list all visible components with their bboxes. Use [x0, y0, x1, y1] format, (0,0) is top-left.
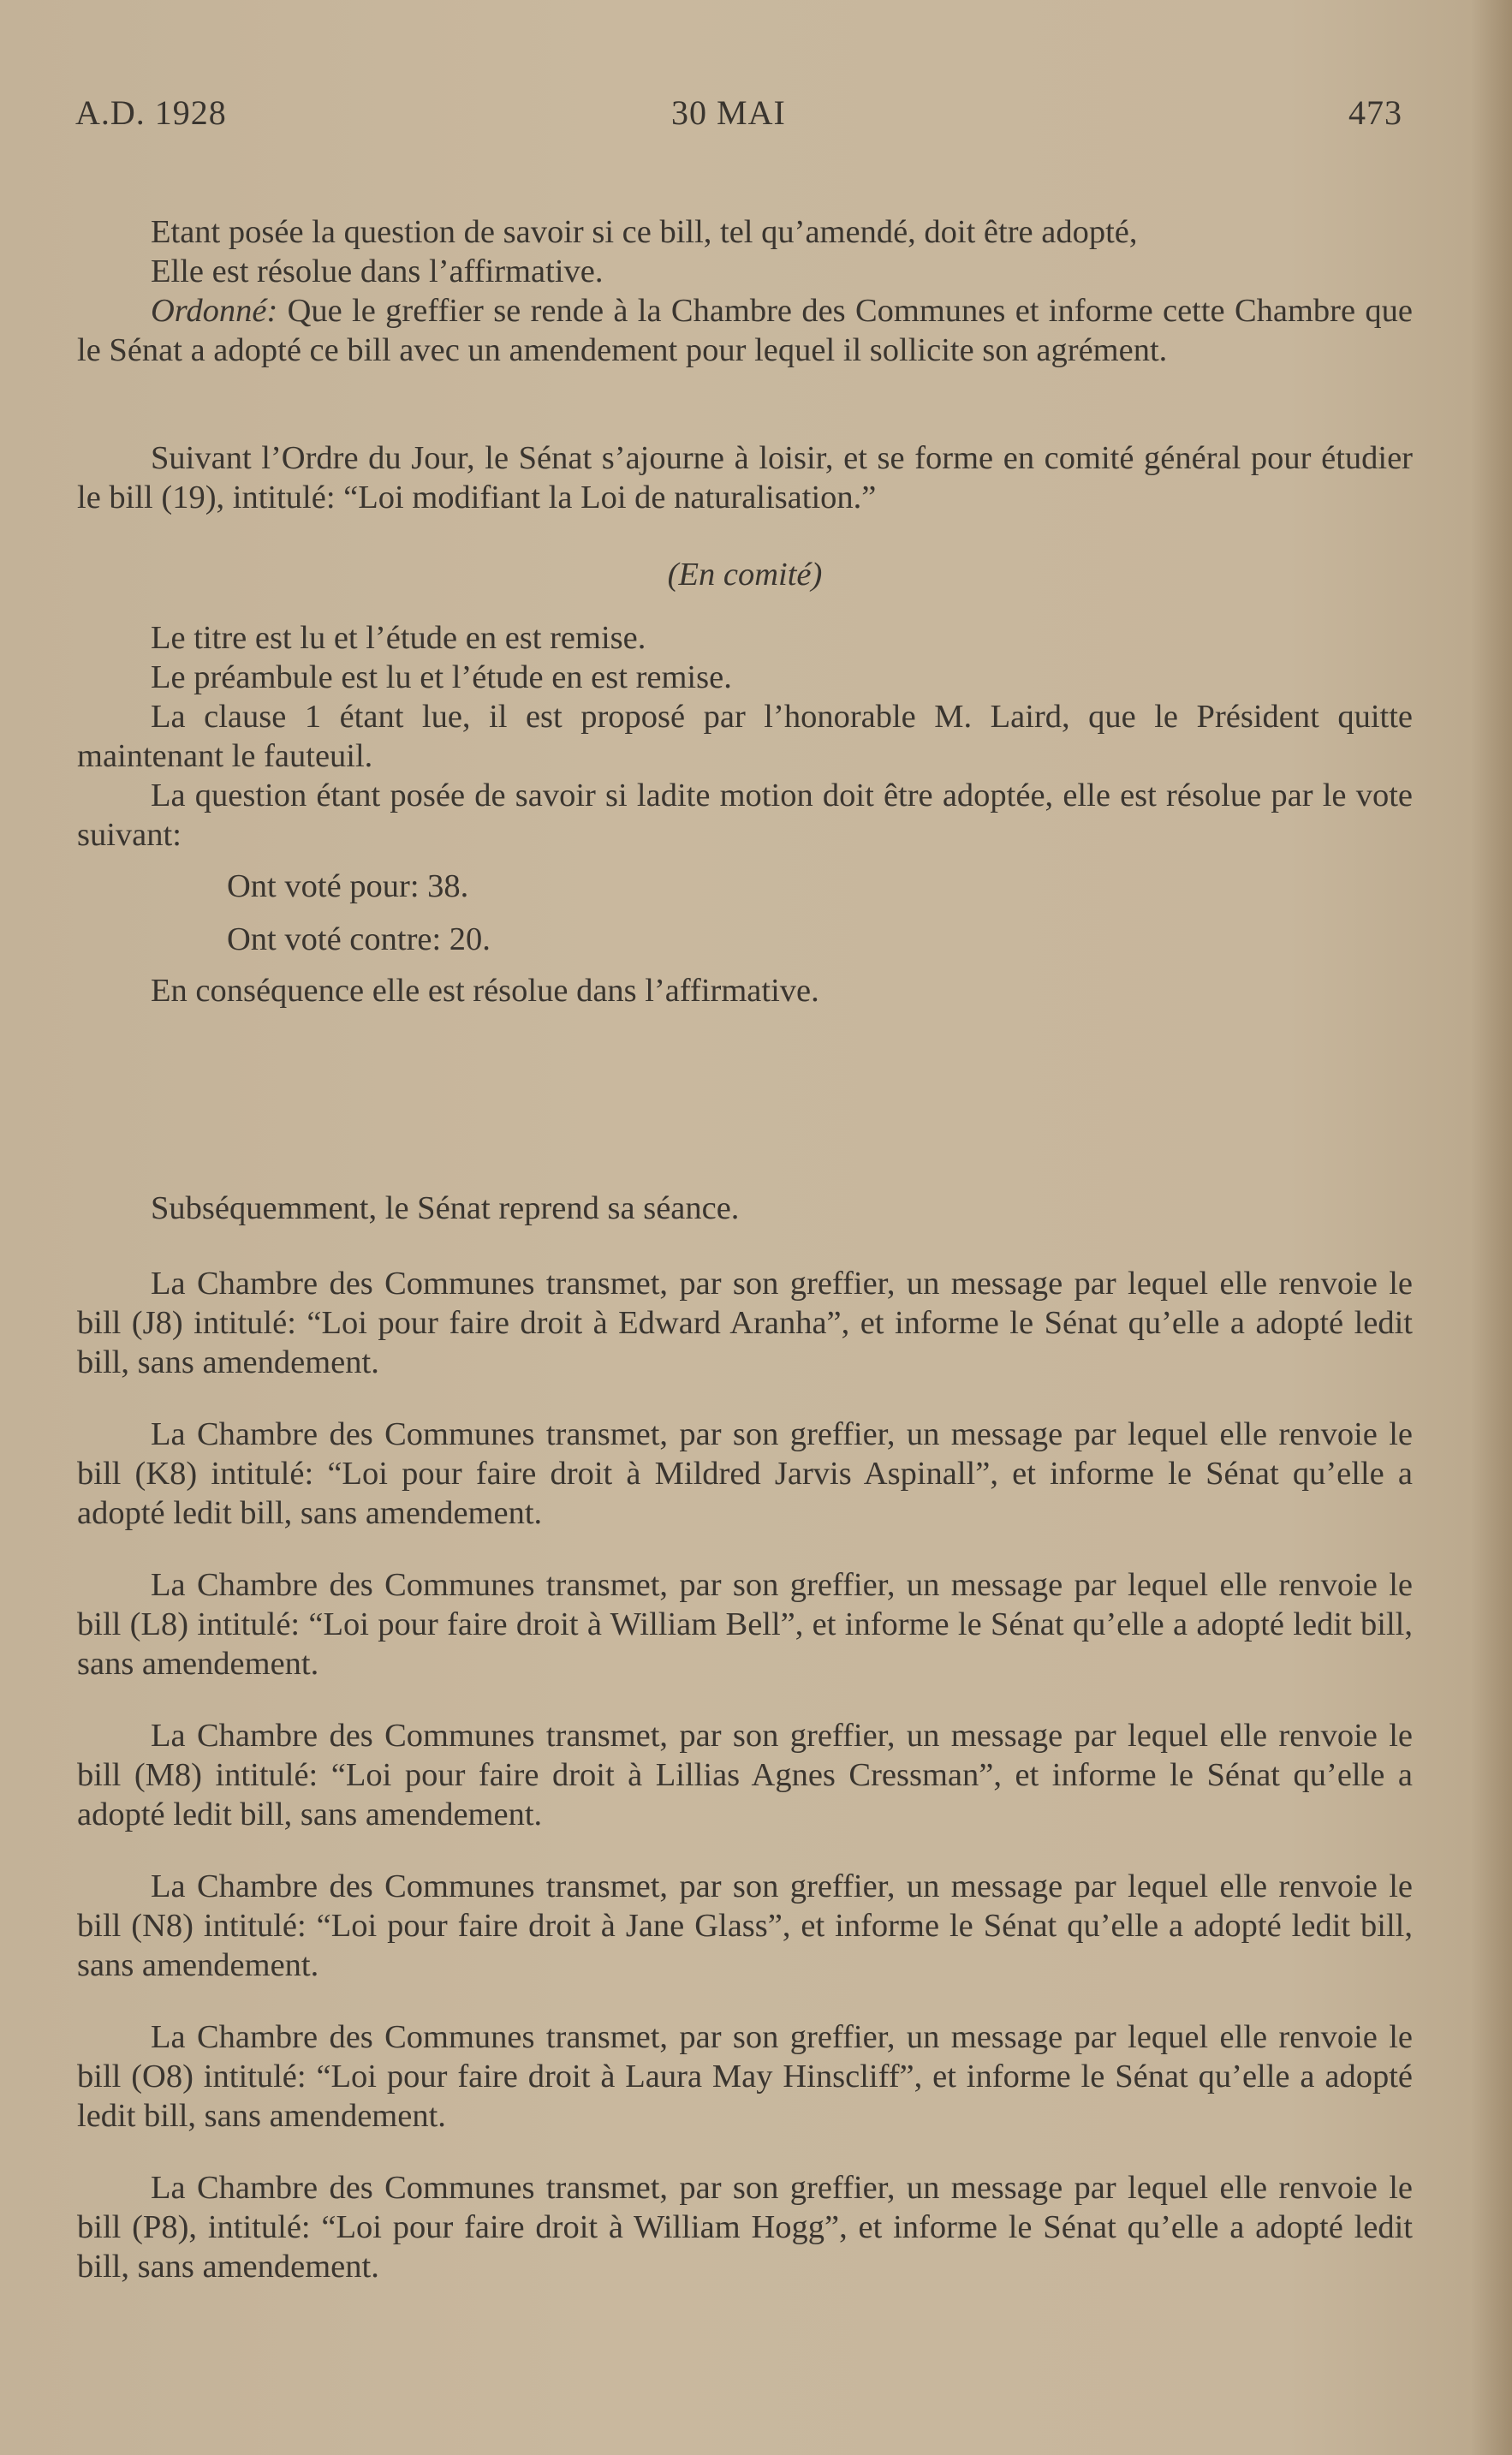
paragraph-resume-sitting: Subséquemment, le Sénat reprend sa séance. — [151, 1190, 740, 1226]
paragraph-resolved: Elle est résolue dans l’affirmative. — [151, 253, 604, 289]
message-bill-n8: La Chambre des Communes transmet, par son greffier, un message par lequel elle renvoie le bill (N8) intitulé: “Loi pour faire droit à Jane Glass”, et informe le Sénat qu’elle a adopté ledit bill, sans amendement. — [77, 1868, 1413, 1983]
header-year: A.D. 1928 — [75, 93, 227, 132]
message-bill-m8: La Chambre des Communes transmet, par son greffier, un message par lequel elle renvoie le bill (M8) intitulé: “Loi pour faire droit à Lillias Agnes Cressman”, et informe le Sénat qu’elle a adopté ledit bill, sans amendement. — [77, 1718, 1413, 1832]
header-date: 30 MAI — [671, 93, 786, 132]
paragraph-title: Le titre est lu et l’étude en est remise. — [151, 620, 646, 656]
message-bill-o8: La Chambre des Communes transmet, par son greffier, un message par lequel elle renvoie le bill (O8) intitulé: “Loi pour faire droit à Laura May Hinscliff”, et informe le Sénat qu’elle a adopté ledit bill, sans amendement. — [77, 2019, 1413, 2134]
ordered-text: Que le greffier se rende à la Chambre des Communes et informe cette Chambre que le Sénat a adopté ce bill avec un amendement pour lequel il sollicite son agrément. — [77, 293, 1413, 368]
page-number: 473 — [1348, 93, 1402, 132]
paragraph-order-of-day: Suivant l’Ordre du Jour, le Sénat s’ajourne à loisir, et se forme en comité général pour étudier le bill (19), intitulé: “Loi modifiant la Loi de naturalisation.” — [77, 440, 1413, 515]
page-edge-shadow — [1471, 0, 1512, 2455]
paragraph-clause-one: La clause 1 étant lue, il est proposé par l’honorable M. Laird, que le Président quitte maintenant le fauteuil. — [77, 699, 1413, 774]
vote-against: Ont voté contre: 20. — [227, 921, 491, 957]
paragraph-consequence: En conséquence elle est résolue dans l’affirmative. — [151, 973, 819, 1009]
paragraph-preamble: Le préambule est lu et l’étude en est remise. — [151, 659, 732, 695]
paragraph-ordered — [77, 291, 1413, 370]
paragraph-motion-vote: La question étant posée de savoir si ladite motion doit être adoptée, elle est résolue par le vote suivant: — [77, 778, 1413, 853]
message-bill-j8: La Chambre des Communes transmet, par son greffier, un message par lequel elle renvoie le bill (J8) intitulé: “Loi pour faire droit à Edward Aranha”, et informe le Sénat qu’elle a adopté ledit bill, sans amendement. — [77, 1266, 1413, 1380]
message-bill-p8: La Chambre des Communes transmet, par son greffier, un message par lequel elle renvoie le bill (P8), intitulé: “Loi pour faire droit à William Hogg”, et informe le Sénat qu’elle a adopté ledit bill, sans amendement. — [77, 2170, 1413, 2285]
ordered-label: Ordonné: — [151, 293, 278, 329]
page-header — [75, 92, 1402, 144]
message-bill-l8: La Chambre des Communes transmet, par son greffier, un message par lequel elle renvoie le bill (L8) intitulé: “Loi pour faire droit à William Bell”, et informe le Sénat qu’elle a adopté ledit bill, sans amendement. — [77, 1567, 1413, 1682]
message-bill-k8: La Chambre des Communes transmet, par son greffier, un message par lequel elle renvoie le bill (K8) intitulé: “Loi pour faire droit à Mildred Jarvis Aspinall”, et informe le Sénat qu’elle a adopté ledit bill, sans amendement. — [77, 1416, 1413, 1531]
vote-for: Ont voté pour: 38. — [227, 868, 469, 904]
paragraph-question-adoption: Etant posée la question de savoir si ce bill, tel qu’amendé, doit être adopté, — [151, 214, 1138, 250]
committee-heading: (En comité) — [667, 557, 823, 593]
